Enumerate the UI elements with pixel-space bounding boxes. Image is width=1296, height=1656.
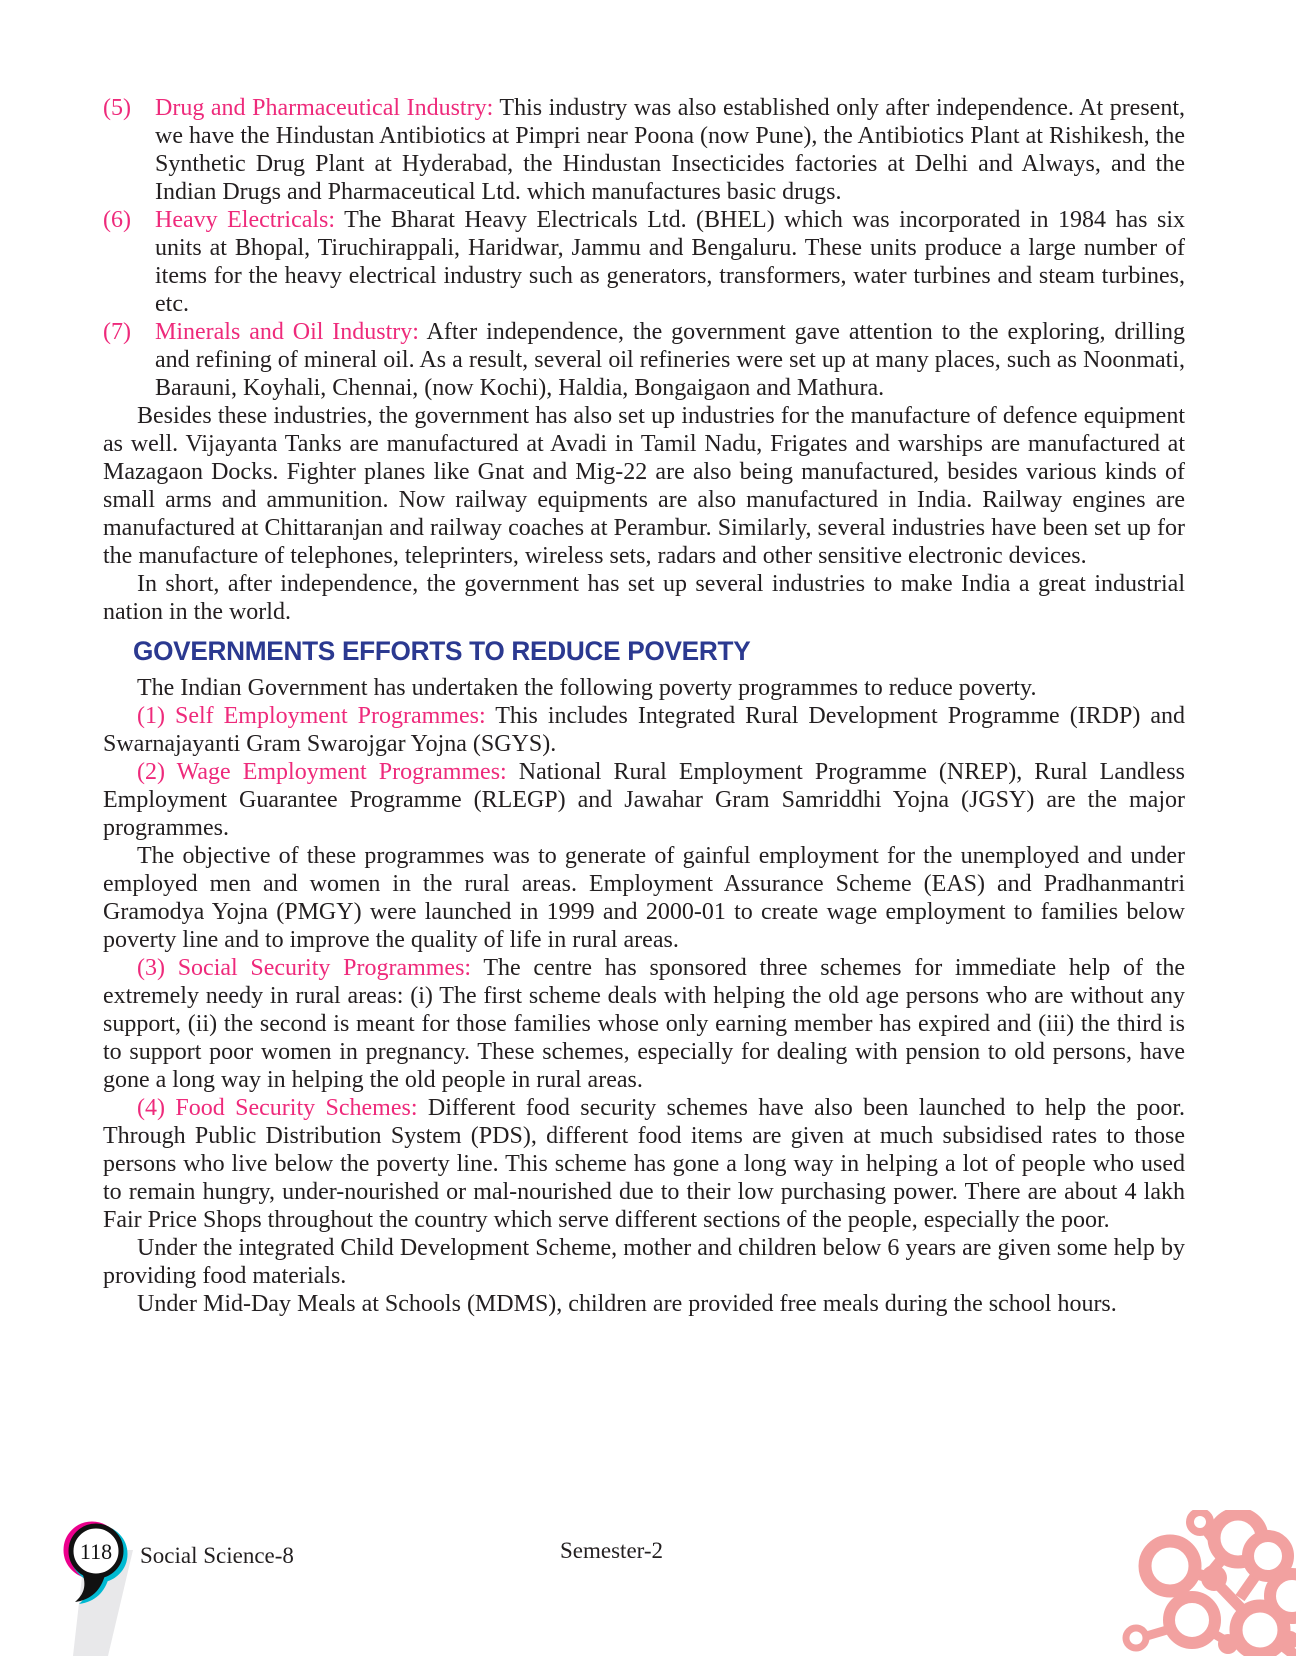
item-text: The Bharat Heavy Electricals Ltd. (BHEL) which was incorporated in 1984 has six units at Bhopal, Tiruchirappali, Haridwar, Jammu and Bengaluru. These units produce a large number of items for the heavy electrical industry such as generators, transformers, water turbines and steam turbines, etc. [155, 207, 1186, 317]
item-number: (7) [103, 319, 131, 345]
item-label: Drug and Pharmaceutical Industry: [155, 95, 494, 121]
programme-label: Wage Employment Programmes: [176, 759, 507, 785]
bubble-cluster-decoration [1120, 1510, 1296, 1656]
programme-text: The centre has sponsored three schemes for immediate help of the extremely needy in rural areas: (i) The first scheme deals with helping the old age persons who are without any support, (ii) the second is meant for those families whose only earning member has expired and (iii) the third is to support poor women in pregnancy. These schemes, especially for dealing with pension to old persons, have gone a long way in helping the old people in rural areas. [103, 955, 1185, 1093]
paragraph-poverty-intro: The Indian Government has undertaken the following poverty programmes to reduce poverty. [137, 675, 1037, 701]
programme-text: This includes Integrated Rural Development Programme (IRDP) and Swarnajayanti Gram Swarojgar Yojna (SGYS). [103, 703, 1186, 757]
section-heading-poverty: GOVERNMENTS EFFORTS TO REDUCE POVERTY [133, 636, 751, 666]
item-label: Heavy Electricals: [155, 207, 336, 233]
footer-semester-label: Semester-2 [560, 1538, 664, 1563]
programme-label: Self Employment Programmes: [174, 703, 486, 729]
paragraph-defence-industries: Besides these industries, the government has also set up industries for the manufacture of defence equipment as well. Vijayanta Tanks are manufactured at Avadi in Tamil Nadu, Frigates and warships are manufactured at Mazagaon Docks. Fighter planes like Gnat and Mig-22 are also being manufactured, besides various kinds of small arms and ammunition. Now railway equipments are also manufactured in India. Railway engines are manufactured at Chittaranjan and railway coaches at Perambur. Similarly, several industries have been set up for the manufacture of telephones, teleprinters, wireless sets, radars and other sensitive electronic devices. [103, 403, 1185, 569]
paragraph-industrial-summary: In short, after independence, the government has set up several industries to make India a great industrial nation in the world. [103, 571, 1185, 625]
programme-3 [103, 954, 1185, 1094]
item-number: (5) [103, 95, 131, 121]
page-number-badge [58, 1520, 142, 1656]
industry-item-5 [103, 94, 1185, 206]
programme-text: Different food security schemes have also been launched to help the poor. Through Public Distribution System (PDS), different food items are given at much subsidised rates to those persons who live below the poverty line. This scheme has gone a long way in helping a lot of people who used to remain hungry, under-nourished or mal-nourished due to their low purchasing power. There are about 4 lakh Fair Price Shops throughout the country which serve different sections of the people, especially the poor. [103, 1095, 1186, 1233]
programme-4 [103, 1094, 1185, 1234]
programme-label: Social Security Programmes: [177, 955, 472, 981]
programme-text: National Rural Employment Programme (NREP), Rural Landless Employment Guarantee Programme (RLEGP) and Jawahar Gram Samriddhi Yojna (JGSY) are the major programmes. [103, 759, 1185, 841]
programme-number: (1) [137, 703, 165, 729]
paragraph-midday-meals: Under Mid-Day Meals at Schools (MDMS), children are provided free meals during the school hours. [137, 1291, 1117, 1317]
body-content [103, 94, 1185, 1318]
footer-book-title: Social Science-8 [140, 1543, 294, 1568]
programme-number: (4) [137, 1095, 165, 1121]
item-text: This industry was also established only after independence. At present, we have the Hindustan Antibiotics at Pimpri near Poona (now Pune), the Antibiotics Plant at Rishikesh, the Synthetic Drug Plant at Hyderabad, the Hindustan Insecticides factories at Delhi and Always, and the Indian Drugs and Pharmaceutical Ltd. which manufactures basic drugs. [155, 95, 1185, 205]
programme-number: (2) [137, 759, 165, 785]
programme-1 [103, 702, 1185, 758]
paragraph-child-development: Under the integrated Child Development Scheme, mother and children below 6 years are given some help by providing food materials. [103, 1235, 1185, 1289]
item-text: After independence, the government gave attention to the exploring, drilling and refining of mineral oil. As a result, several oil refineries were set up at many places, such as Noonmati, Barauni, Koyhali, Chennai, (now Kochi), Haldia, Bongaigaon and Mathura. [155, 319, 1185, 401]
industry-item-7 [103, 318, 1185, 402]
svg-text:118: 118 [79, 1539, 113, 1564]
item-label: Minerals and Oil Industry: [155, 319, 419, 345]
item-number: (6) [103, 207, 131, 233]
programme-2 [103, 758, 1185, 842]
page-badge-icon [58, 1520, 142, 1656]
programme-number: (3) [137, 955, 165, 981]
bubbles-icon [1120, 1510, 1296, 1656]
paragraph-objective: The objective of these programmes was to generate of gainful employment for the unemployed and under employed men and women in the rural areas. Employment Assurance Scheme (EAS) and Pradhanmantri Gramodya Yojna (PMGY) were launched in 1999 and 2000-01 to create wage employment to families below poverty line and to improve the quality of life in rural areas. [103, 843, 1185, 953]
industry-item-6 [103, 206, 1185, 318]
programme-label: Food Security Schemes: [175, 1095, 418, 1121]
